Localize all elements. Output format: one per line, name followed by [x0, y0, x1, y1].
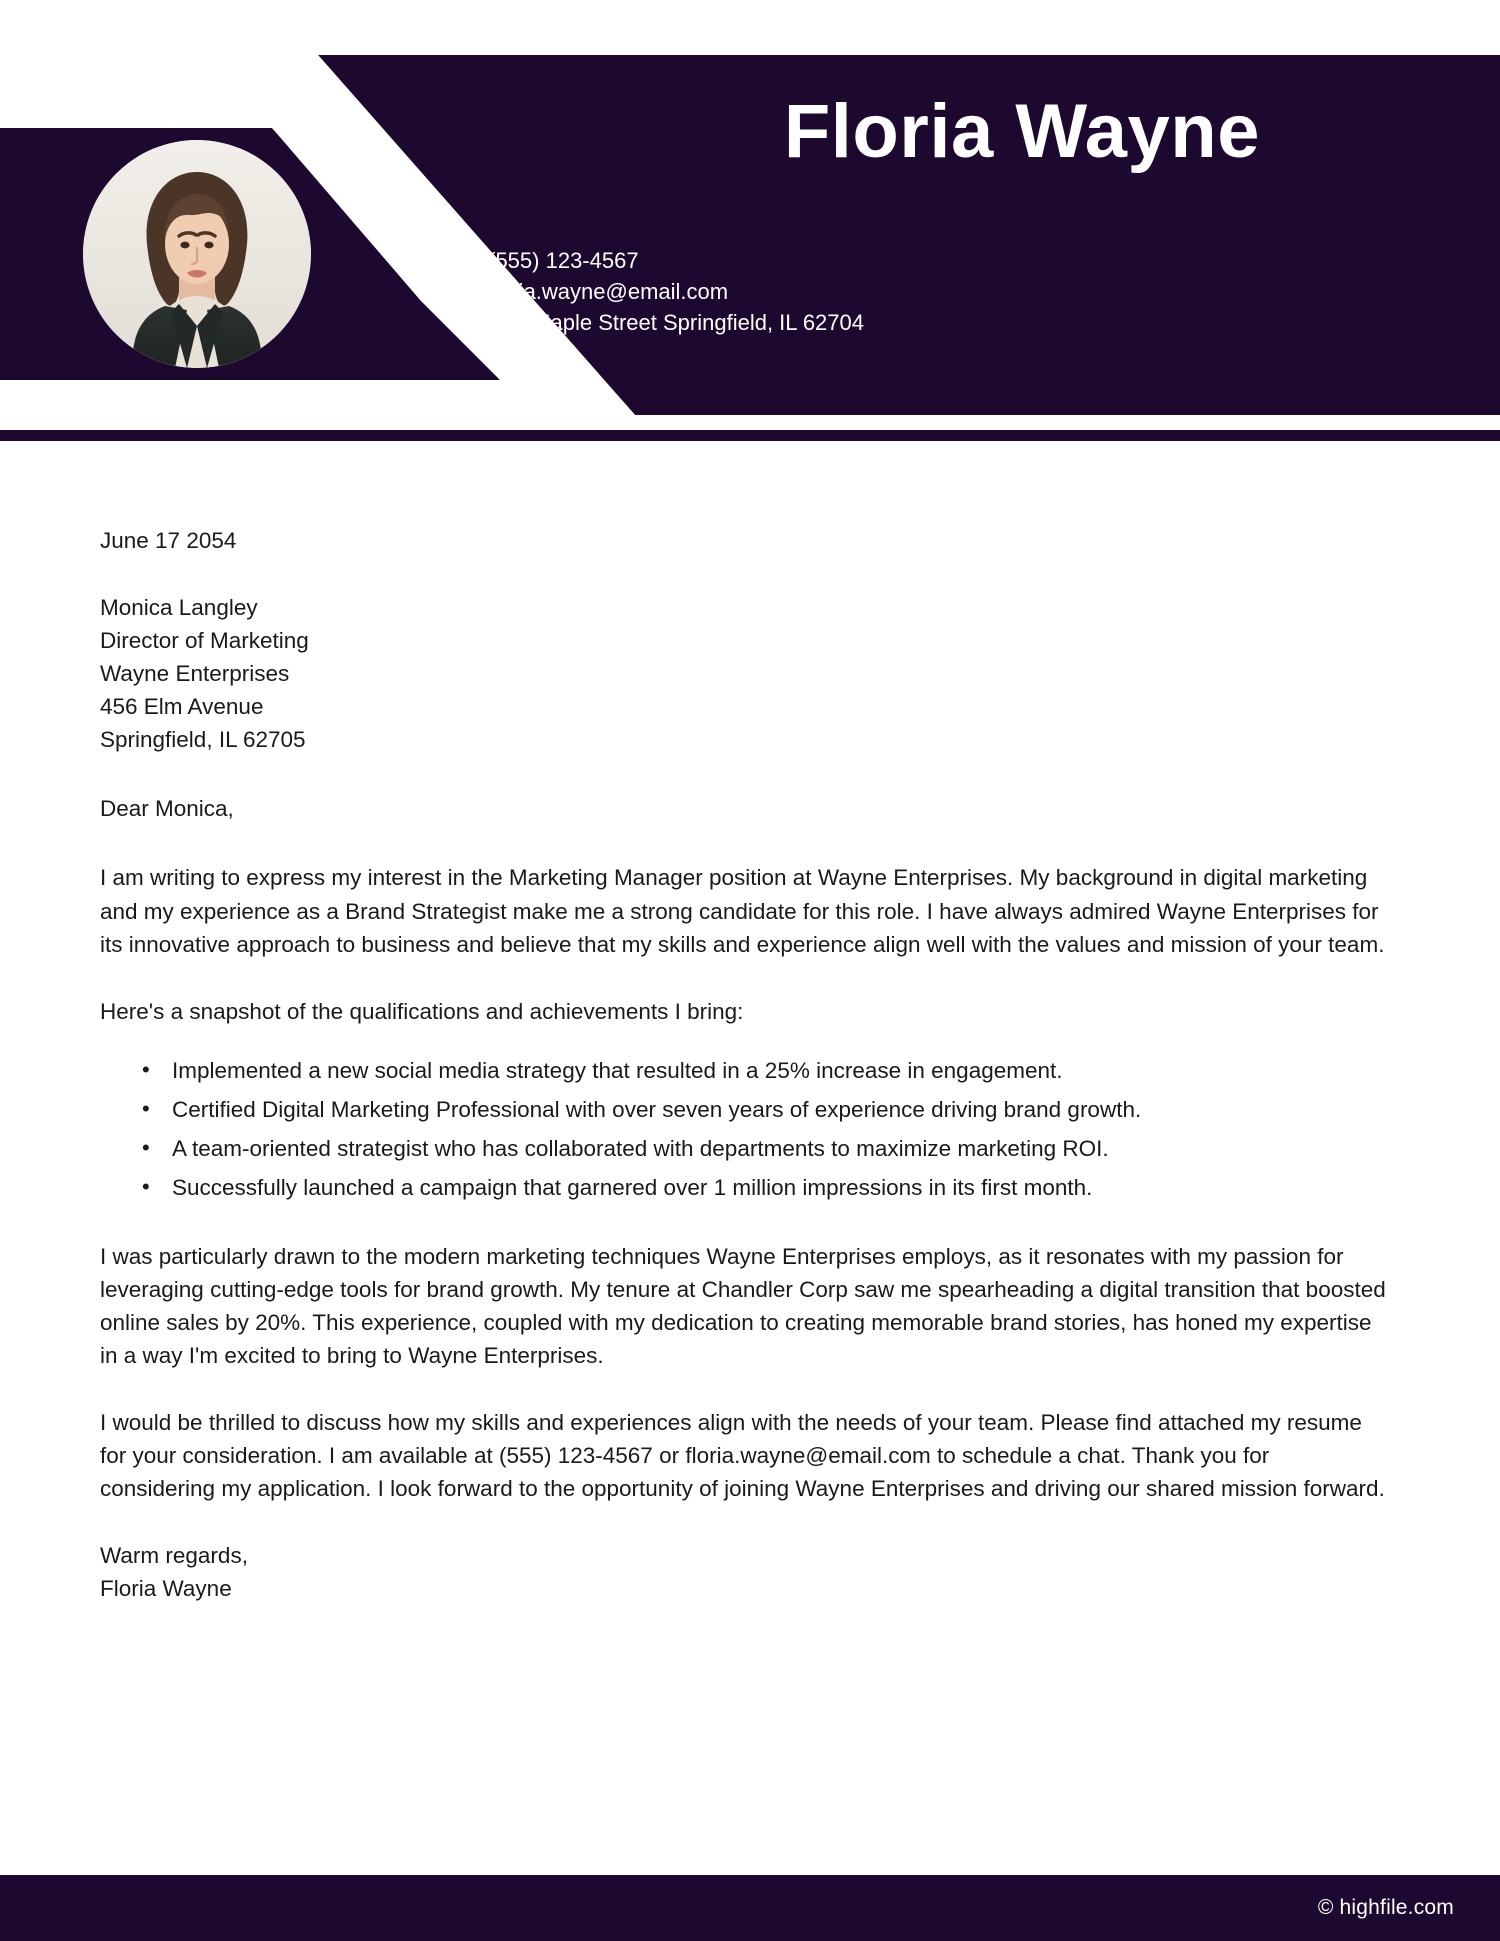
paragraph-1: I am writing to express my interest in the Marketing Manager position at Wayne Enterprises. My background in digital marketing and my experience as a Brand Strategist make me a strong candidate for this role. I have always admired Wayne Enterprises for its innovative approach to business and believe that my skills and experience align well with the values and mission of your team. — [100, 865, 1385, 957]
list-item-text: A team-oriented strategist who has collaborated with departments to maximize marketing ROI. — [172, 1135, 1109, 1161]
list-item — [100, 1171, 1390, 1204]
bullet-icon: • — [142, 1173, 150, 1199]
contact-phone-value: (555) 123-4567 — [488, 248, 639, 273]
signature-name: Floria Wayne — [100, 1576, 232, 1602]
contact-phone — [460, 245, 1260, 276]
list-item-text: Implemented a new social media strategy that resulted in a 25% increase in engagement. — [172, 1057, 1063, 1083]
paragraph-3: I would be thrilled to discuss how my skills and experiences align with the needs of your team. Please find attached my resume for your consideration. I am available at (555) 123-4567 or floria.wayne@email.com to schedule a chat. Thank you for considering my application. I look forward to the opportunity of joining Wayne Enterprises and driving our shared mission forward. — [100, 1410, 1385, 1502]
avatar-photo — [83, 140, 311, 368]
contact-phone-label: P: — [460, 248, 482, 273]
bullet-icon: • — [142, 1056, 150, 1082]
recipient-block — [100, 591, 1390, 756]
bullet-icon: • — [142, 1095, 150, 1121]
contact-address-label: A: — [460, 310, 484, 336]
recipient-title: Director of Marketing — [100, 628, 309, 654]
closing-phrase: Warm regards, — [100, 1543, 248, 1569]
list-item-text: Certified Digital Marketing Professional with over seven years of experience driving brand growth. — [172, 1096, 1142, 1122]
recipient-city-state-zip: Springfield, IL 62705 — [100, 727, 306, 753]
bullets-intro: Here's a snapshot of the qualifications and achievements I bring: — [100, 998, 744, 1024]
avatar — [83, 140, 311, 368]
list-item — [100, 1093, 1390, 1126]
list-item — [100, 1132, 1390, 1165]
contact-email-label: E: — [460, 279, 482, 305]
list-item-text: Successfully launched a campaign that garnered over 1 million impressions in its first month. — [172, 1174, 1093, 1200]
page-title: Floria Wayne — [783, 89, 1260, 174]
list-item — [100, 1054, 1390, 1087]
footer-bar — [0, 1875, 1500, 1941]
closing-block — [100, 1539, 1390, 1605]
salutation: Dear Monica, — [100, 796, 234, 822]
contact-address-value: 123 Maple Street Springfield, IL 62704 — [489, 310, 864, 336]
recipient-company: Wayne Enterprises — [100, 661, 290, 687]
letterhead-header — [0, 0, 1500, 450]
bullet-icon: • — [142, 1134, 150, 1160]
letter-body — [100, 524, 1390, 1606]
contact-block — [460, 245, 1260, 339]
recipient-name: Monica Langley — [100, 595, 258, 621]
header-divider-bar — [0, 430, 1500, 441]
contact-email — [460, 276, 1260, 307]
paragraph-2: I was particularly drawn to the modern marketing techniques Wayne Enterprises employs, as it resonates with my passion for leveraging cutting-edge tools for brand growth. My tenure at Chandler Corp saw me spearheading a digital transition that boosted online sales by 20%. This experience, coupled with my dedication to creating memorable brand stories, has honed my expertise in a way I'm excited to bring to Wayne Enterprises. — [100, 1243, 1386, 1369]
contact-address — [460, 307, 1260, 338]
recipient-street: 456 Elm Avenue — [100, 694, 264, 720]
contact-email-value: floria.wayne@email.com — [488, 279, 729, 305]
footer-copyright: © highfile.com — [1317, 1896, 1454, 1919]
letter-date: June 17 2054 — [100, 528, 237, 553]
qualifications-list — [100, 1054, 1390, 1204]
